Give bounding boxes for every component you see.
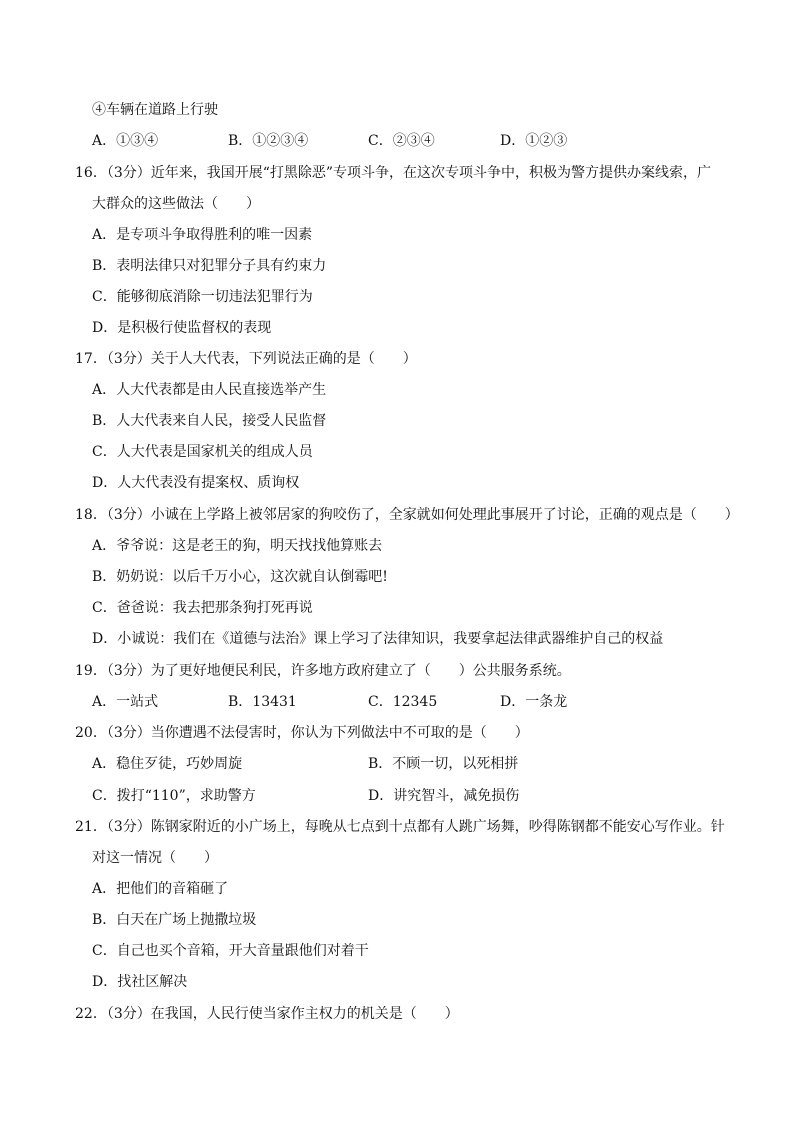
question-16-option-d: D．是积极行使监督权的表现 [92,320,272,336]
question-16-stem-line-2: 大群众的这些做法（ ） [92,196,260,212]
question-22-stem: 22．（3分）在我国，人民行使当家作主权力的机关是（ ） [75,1006,459,1022]
question-20-stem: 20．（3分）当你遭遇不法侵害时，你认为下列做法中不可取的是（ ） [75,725,529,741]
question-21-stem-line-2: 对这一情况（ ） [92,850,218,866]
question-17-stem: 17．（3分）关于人大代表，下列说法正确的是（ ） [75,351,417,367]
question-21-option-a: A．把他们的音箱砸了 [92,881,229,897]
question-21-stem-line-1: 21．（3分）陈钢家附近的小广场上，每晚从七点到十点都有人跳广场舞，吵得陈钢都不能安心写作业。针 [75,819,725,835]
question-20-option-c: C．拨打“110”，求助警方 [92,788,256,804]
question-21-option-c: C．自己也买个音箱，开大音量跟他们对着干 [92,943,369,959]
question-21-option-b: B．白天在广场上抛撒垃圾 [92,912,257,928]
question-18-option-a: A．爷爷说：这是老王的狗，明天找找他算账去 [92,538,383,554]
question-21-option-d: D．找社区解决 [92,974,188,990]
question-19-option-d: D．一条龙 [500,694,568,710]
carryover-option-a: A．①③④ [92,133,159,149]
carryover-item-4: ④车辆在道路上行驶 [92,102,218,118]
question-18-option-d: D．小诚说：我们在《道德与法治》课上学习了法律知识，我要拿起法律武器维护自己的权益 [92,631,664,647]
question-19-stem: 19．（3分）为了更好地便民利民，许多地方政府建立了（ ）公共服务系统。 [75,663,571,679]
question-17-option-c: C．人大代表是国家机关的组成人员 [92,444,313,460]
question-17-option-d: D．人大代表没有提案权、质询权 [92,475,300,491]
question-20-option-d: D．讲究智斗，减免损伤 [368,788,520,804]
question-20-option-b: B．不顾一切，以死相拼 [368,756,519,772]
question-16-option-b: B．表明法律只对犯罪分子具有约束力 [92,258,327,274]
question-17-option-a: A．人大代表都是由人民直接选举产生 [92,382,327,398]
question-16-option-c: C．能够彻底消除一切违法犯罪行为 [92,289,313,305]
question-19-option-c: C．12345 [368,694,438,710]
question-19-option-a: A．一站式 [92,694,159,710]
question-18-option-c: C．爸爸说：我去把那条狗打死再说 [92,600,313,616]
question-20-option-a: A．稳住歹徒，巧妙周旋 [92,756,243,772]
question-16-option-a: A．是专项斗争取得胜利的唯一因素 [92,227,313,243]
carryover-option-b: B．①②③④ [228,133,309,149]
question-18-stem: 18．（3分）小诚在上学路上被邻居家的狗咬伤了，全家就如何处理此事展开了讨论，正确的观点是（ ） [75,507,739,523]
question-18-option-b: B．奶奶说：以后千万小心，这次就自认倒霉吧! [92,569,388,585]
carryover-option-d: D．①②③ [500,133,568,149]
question-16-stem-line-1: 16．（3分）近年来，我国开展“打黑除恶”专项斗争，在这次专项斗争中，积极为警方提供办案线索，广 [75,165,712,181]
question-17-option-b: B．人大代表来自人民，接受人民监督 [92,413,327,429]
question-19-option-b: B．13431 [228,694,297,710]
carryover-option-c: C．②③④ [368,133,435,149]
